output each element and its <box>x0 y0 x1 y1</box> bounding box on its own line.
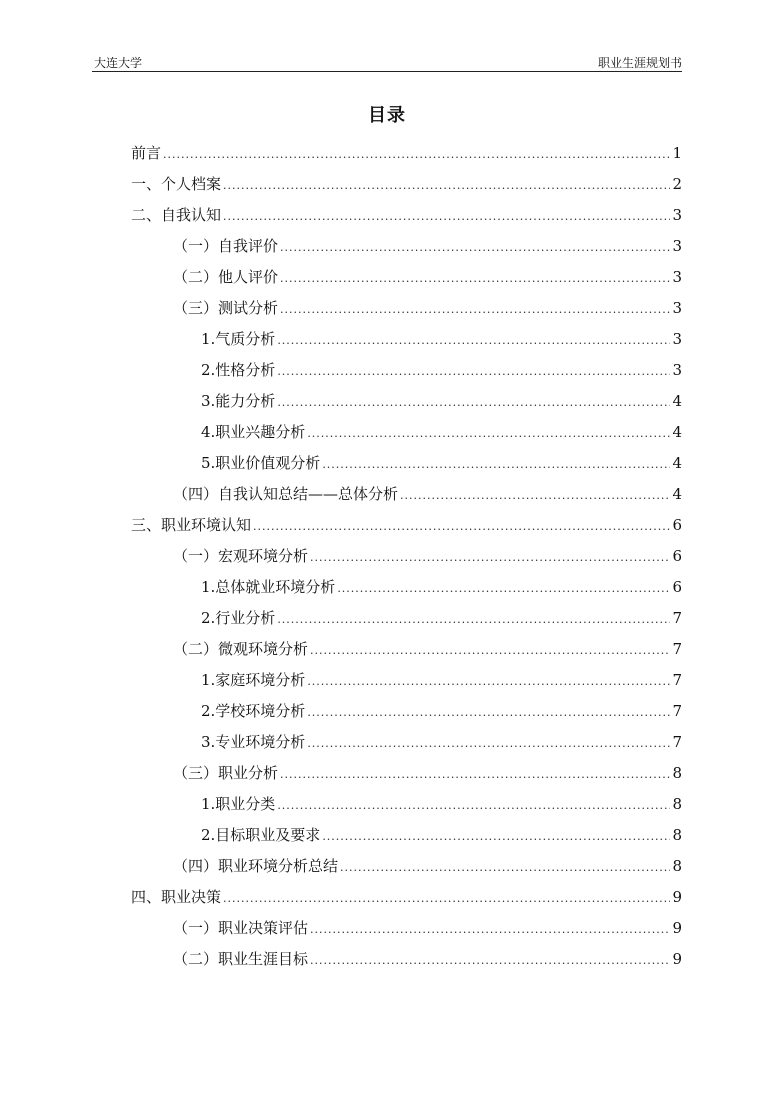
toc-entry-page: 4 <box>672 485 682 503</box>
toc-leader-dots <box>310 920 670 940</box>
toc-entry[interactable] <box>131 639 682 670</box>
toc-entry[interactable] <box>131 205 682 236</box>
toc-entry-label: （一）宏观环境分析 <box>173 547 309 565</box>
toc-entry-page: 9 <box>672 888 682 906</box>
header-divider <box>92 71 682 72</box>
toc-entry-page: 3 <box>672 299 682 317</box>
toc-entry-label: （三）职业分析 <box>173 764 279 782</box>
toc-entry-label: 四、职业决策 <box>131 888 222 906</box>
toc-entry-label: 1.职业分类 <box>201 795 276 813</box>
toc-leader-dots <box>310 548 670 568</box>
toc-leader-dots <box>277 393 670 413</box>
toc-entry-label: （一）职业决策评估 <box>173 919 309 937</box>
toc-entry-label: 2.行业分析 <box>201 609 276 627</box>
header-doc-title: 职业生涯规划书 <box>597 56 682 70</box>
toc-entry-label: 1.气质分析 <box>201 330 276 348</box>
toc-entry[interactable] <box>131 267 682 298</box>
toc-entry-page: 7 <box>672 733 682 751</box>
toc-leader-dots <box>280 765 670 785</box>
toc-entry-page: 4 <box>672 423 682 441</box>
toc-leader-dots <box>307 703 670 723</box>
toc-entry[interactable] <box>131 763 682 794</box>
toc-entry[interactable] <box>131 298 682 329</box>
toc-entry-label: 一、个人档案 <box>131 175 222 193</box>
toc-entry-label: （二）微观环境分析 <box>173 640 309 658</box>
toc-leader-dots <box>310 951 670 971</box>
toc-leader-dots <box>277 610 670 630</box>
header-university: 大连大学 <box>94 56 143 70</box>
toc-entry[interactable] <box>131 360 682 391</box>
toc-entry[interactable] <box>131 484 682 515</box>
toc-entry[interactable] <box>131 825 682 856</box>
toc-entry-label: 3.能力分析 <box>201 392 276 410</box>
toc-entry[interactable] <box>131 236 682 267</box>
toc-entry-page: 6 <box>672 578 682 596</box>
toc-entry-label: 二、自我认知 <box>131 206 222 224</box>
toc-leader-dots <box>277 362 670 382</box>
toc-entry-label: （四）职业环境分析总结 <box>173 857 339 875</box>
toc-leader-dots <box>310 641 670 661</box>
toc-entry-page: 7 <box>672 671 682 689</box>
toc-leader-dots <box>400 486 670 506</box>
table-of-contents <box>131 143 682 980</box>
toc-entry-page: 4 <box>672 392 682 410</box>
toc-entry[interactable] <box>131 577 682 608</box>
toc-entry[interactable] <box>131 453 682 484</box>
toc-entry-page: 8 <box>672 857 682 875</box>
toc-leader-dots <box>277 331 670 351</box>
toc-leader-dots <box>223 889 670 909</box>
toc-entry[interactable] <box>131 515 682 546</box>
toc-leader-dots <box>253 517 670 537</box>
toc-entry[interactable] <box>131 856 682 887</box>
toc-entry[interactable] <box>131 732 682 763</box>
toc-leader-dots <box>337 579 670 599</box>
toc-entry[interactable] <box>131 887 682 918</box>
toc-leader-dots <box>340 858 670 878</box>
toc-entry-label: 2.学校环境分析 <box>201 702 306 720</box>
toc-entry-label: 4.职业兴趣分析 <box>201 423 306 441</box>
toc-entry-label: （四）自我认知总结——总体分析 <box>173 485 399 503</box>
toc-entry[interactable] <box>131 174 682 205</box>
toc-entry-page: 3 <box>672 361 682 379</box>
toc-entry-label: （一）自我评价 <box>173 237 279 255</box>
toc-entry[interactable] <box>131 918 682 949</box>
toc-entry[interactable] <box>131 670 682 701</box>
toc-entry-label: （二）职业生涯目标 <box>173 950 309 968</box>
toc-entry-page: 6 <box>672 547 682 565</box>
toc-leader-dots <box>307 734 670 754</box>
toc-entry[interactable] <box>131 949 682 980</box>
toc-entry-label: 1.总体就业环境分析 <box>201 578 336 596</box>
toc-entry-label: （三）测试分析 <box>173 299 279 317</box>
toc-leader-dots <box>223 207 670 227</box>
toc-entry-page: 1 <box>672 144 682 162</box>
toc-entry[interactable] <box>131 794 682 825</box>
toc-entry-page: 4 <box>672 454 682 472</box>
toc-leader-dots <box>322 455 670 475</box>
toc-entry-label: 1.家庭环境分析 <box>201 671 306 689</box>
toc-entry-page: 7 <box>672 640 682 658</box>
toc-leader-dots <box>322 827 670 847</box>
toc-entry-page: 9 <box>672 950 682 968</box>
toc-entry-label: 2.性格分析 <box>201 361 276 379</box>
page-header <box>94 55 682 71</box>
toc-entry-page: 3 <box>672 268 682 286</box>
toc-entry-label: 前言 <box>131 144 162 162</box>
toc-entry-page: 9 <box>672 919 682 937</box>
toc-leader-dots <box>280 300 670 320</box>
toc-leader-dots <box>307 672 670 692</box>
toc-entry-page: 2 <box>672 175 682 193</box>
toc-entry[interactable] <box>131 422 682 453</box>
toc-entry-page: 6 <box>672 516 682 534</box>
toc-entry-page: 3 <box>672 330 682 348</box>
toc-entry-label: 5.职业价值观分析 <box>201 454 321 472</box>
toc-leader-dots <box>277 796 670 816</box>
toc-entry-page: 3 <box>672 237 682 255</box>
toc-entry[interactable] <box>131 546 682 577</box>
toc-entry-page: 7 <box>672 609 682 627</box>
toc-entry-label: 三、职业环境认知 <box>131 516 252 534</box>
toc-leader-dots <box>280 238 670 258</box>
toc-leader-dots <box>307 424 670 444</box>
toc-entry-page: 8 <box>672 764 682 782</box>
toc-entry[interactable] <box>131 701 682 732</box>
toc-entry-page: 8 <box>672 826 682 844</box>
toc-entry-page: 3 <box>672 206 682 224</box>
toc-leader-dots <box>223 176 670 196</box>
toc-entry-page: 7 <box>672 702 682 720</box>
toc-entry-label: 3.专业环境分析 <box>201 733 306 751</box>
toc-entry-label: （二）他人评价 <box>173 268 279 286</box>
toc-entry[interactable] <box>131 391 682 422</box>
toc-entry-label: 2.目标职业及要求 <box>201 826 321 844</box>
toc-leader-dots <box>280 269 670 289</box>
toc-entry[interactable] <box>131 608 682 639</box>
toc-entry-page: 8 <box>672 795 682 813</box>
toc-leader-dots <box>163 145 670 165</box>
toc-entry[interactable] <box>131 143 682 174</box>
toc-title: 目录 <box>368 105 406 126</box>
toc-entry[interactable] <box>131 329 682 360</box>
